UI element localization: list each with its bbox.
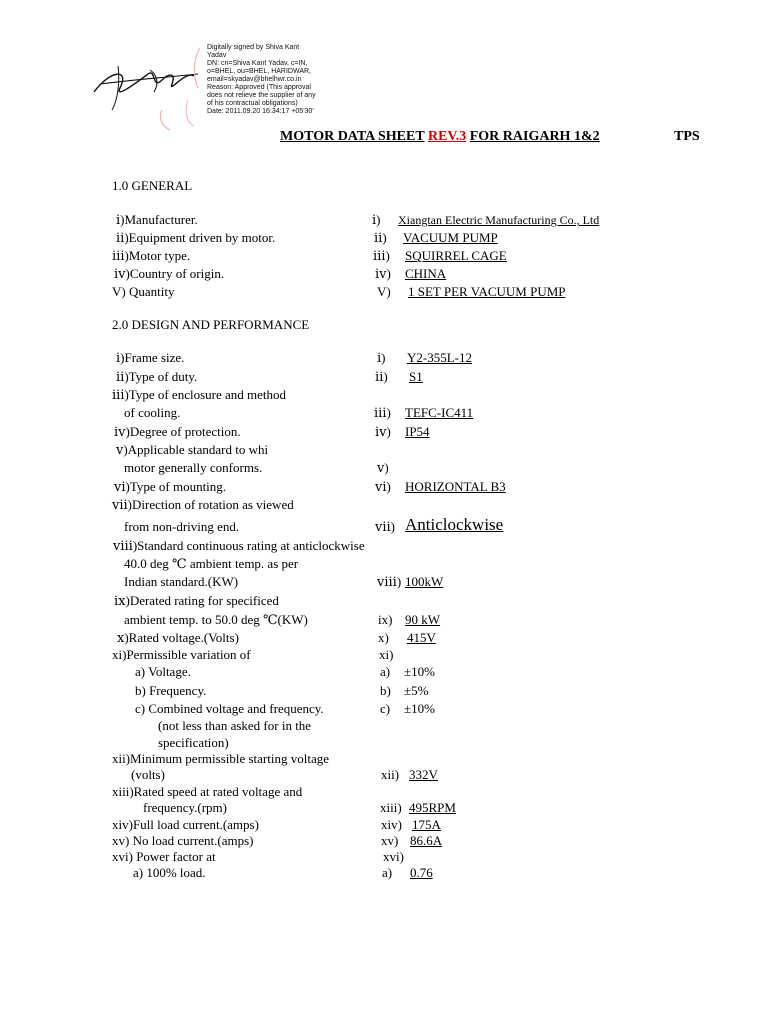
design-label: motor generally conforms.: [124, 460, 263, 475]
general-num: ⅱ): [374, 230, 387, 245]
sig-line: Yadav: [207, 52, 227, 59]
design-label: ⅷ)Standard continuous rating at anticlockwise: [113, 538, 365, 553]
design-label: xiv)Full load current.(amps): [112, 817, 259, 832]
design-num: c): [380, 701, 391, 716]
no-load-current-value: 86.6A: [410, 833, 443, 848]
general-num: V): [377, 284, 391, 299]
standard-rating-value: 100kW: [405, 574, 444, 589]
design-num: xv): [381, 833, 399, 848]
sig-line: does not relieve the supplier of any: [207, 92, 316, 99]
design-num: a): [380, 664, 391, 679]
general-num: ⅳ): [375, 266, 391, 281]
design-label: a) Voltage.: [135, 664, 191, 679]
design-num: ⅱ): [375, 369, 388, 384]
general-num: ⅲ): [373, 248, 390, 263]
design-label: ⅳ)Degree of protection.: [114, 424, 241, 439]
sig-line: email=skyadav@bhelhwr.co.in: [207, 76, 302, 83]
design-num: ix): [378, 612, 393, 627]
design-label: c) Combined voltage and frequency.: [135, 701, 324, 716]
title-revision: REV.3: [427, 129, 467, 144]
design-label: ⅰ)Frame size.: [116, 350, 185, 365]
design-num: xii): [381, 767, 400, 782]
rated-speed-value: 495RPM: [409, 800, 456, 815]
design-label: ⅱ)Type of duty.: [116, 369, 198, 384]
digital-signature-block: [90, 40, 430, 135]
design-label: ⅲ)Type of enclosure and method: [112, 387, 287, 402]
sig-line: DN: cn=Shiva Kant Yadav, c=IN,: [207, 60, 308, 67]
design-label: Indian standard.(KW): [124, 574, 239, 589]
sig-line: of his contractual obligations): [207, 100, 298, 107]
duty-value: S1: [409, 369, 423, 384]
title-part1: MOTOR DATA SHEET: [280, 129, 425, 144]
design-label: a) 100% load.: [133, 865, 206, 880]
quantity-value: 1 SET PER VACUUM PUMP: [408, 284, 566, 299]
design-num: ⅶ): [375, 519, 395, 534]
design-label: ⅵ)Type of mounting.: [114, 479, 227, 494]
general-label: V) Quantity: [112, 284, 175, 299]
design-label: (not less than asked for in the: [158, 718, 312, 733]
title-tps: TPS: [674, 129, 700, 144]
design-label: xiii)Rated speed at rated voltage and: [112, 784, 303, 799]
min-starting-voltage-value: 332V: [409, 767, 438, 782]
design-num: a): [382, 865, 393, 880]
section-heading-general: 1.0 GENERAL: [112, 178, 193, 193]
voltage-variation-value: ±10%: [404, 664, 435, 679]
frame-size-value: Y2-355L-12: [407, 350, 472, 365]
design-label: xii)Minimum permissible starting voltage: [112, 751, 330, 766]
design-num: xvi): [383, 849, 404, 864]
general-label: ⅳ)Country of origin.: [114, 266, 225, 281]
page-title: [280, 129, 700, 145]
design-label: xi)Permissible variation of: [112, 647, 251, 662]
design-label: ambient temp. to 50.0 deg ℃(KW): [124, 612, 308, 627]
title-part2: FOR RAIGARH 1&2: [469, 129, 600, 144]
design-label: of cooling.: [124, 405, 181, 420]
enclosure-value: TEFC-IC411: [405, 405, 474, 420]
design-num: ⅷ): [377, 574, 402, 589]
design-label: ⅸ)Derated rating for specificed: [114, 593, 279, 608]
design-label: (volts): [131, 767, 165, 782]
country-value: CHINA: [405, 266, 447, 281]
rated-voltage-value: 415V: [407, 630, 436, 645]
equipment-driven-value: VACUUM PUMP: [403, 230, 498, 245]
design-num: ⅲ): [374, 405, 391, 420]
signature-details: [207, 44, 316, 116]
rotation-value: Anticlockwise: [405, 515, 504, 534]
sig-line: Date: 2011.09.20 16:34:17 +05'30': [207, 108, 314, 115]
mounting-value: HORIZONTAL B3: [405, 479, 506, 494]
combined-variation-value: ±10%: [404, 701, 435, 716]
protection-value: IP54: [405, 424, 430, 439]
design-label: from non-driving end.: [124, 519, 240, 534]
design-num: x): [378, 630, 389, 645]
design-label: ⅴ)Applicable standard to whi: [116, 442, 269, 457]
power-factor-value: 0.76: [410, 865, 433, 880]
section-heading-design: 2.0 DESIGN AND PERFORMANCE: [112, 317, 310, 332]
general-label: ⅲ)Motor type.: [112, 248, 191, 263]
design-num: ⅴ): [377, 460, 389, 475]
design-label: xvi) Power factor at: [112, 849, 216, 864]
design-num: xiii): [380, 800, 402, 815]
handwritten-signature-image: [90, 40, 210, 135]
design-num: xiv): [381, 817, 402, 832]
design-label: specification): [158, 735, 229, 750]
sig-line: Reason: Approved (This approval: [207, 84, 311, 91]
sig-line: Digitally signed by Shiva Kant: [207, 44, 300, 51]
design-num: ⅳ): [375, 424, 391, 439]
design-label: b) Frequency.: [135, 683, 207, 698]
design-num: xi): [379, 647, 394, 662]
design-label: ⅶ)Direction of rotation as viewed: [112, 497, 294, 512]
full-load-current-value: 175A: [412, 817, 441, 832]
derated-value: 90 kW: [405, 612, 441, 627]
design-num: b): [380, 683, 391, 698]
design-num: ⅵ): [375, 479, 391, 494]
design-num: ⅰ): [377, 350, 386, 365]
motor-type-value: SQUIRREL CAGE: [405, 248, 507, 263]
general-label: ⅰ)Manufacturer.: [116, 212, 198, 227]
sig-line: o=BHEL, ou=BHEL, HARIDWAR,: [207, 68, 312, 75]
general-label: ⅱ)Equipment driven by motor.: [116, 230, 276, 245]
design-label: frequency.(rpm): [143, 800, 227, 815]
design-label: ⅹ)Rated voltage.(Volts): [117, 630, 239, 645]
manufacturer-value: Xiangtan Electric Manufacturing Co., Ltd: [398, 213, 600, 227]
design-label: 40.0 deg ℃ ambient temp. as per: [124, 556, 299, 571]
general-num: ⅰ): [372, 212, 381, 227]
design-label: xv) No load current.(amps): [112, 833, 254, 848]
frequency-variation-value: ±5%: [404, 683, 429, 698]
